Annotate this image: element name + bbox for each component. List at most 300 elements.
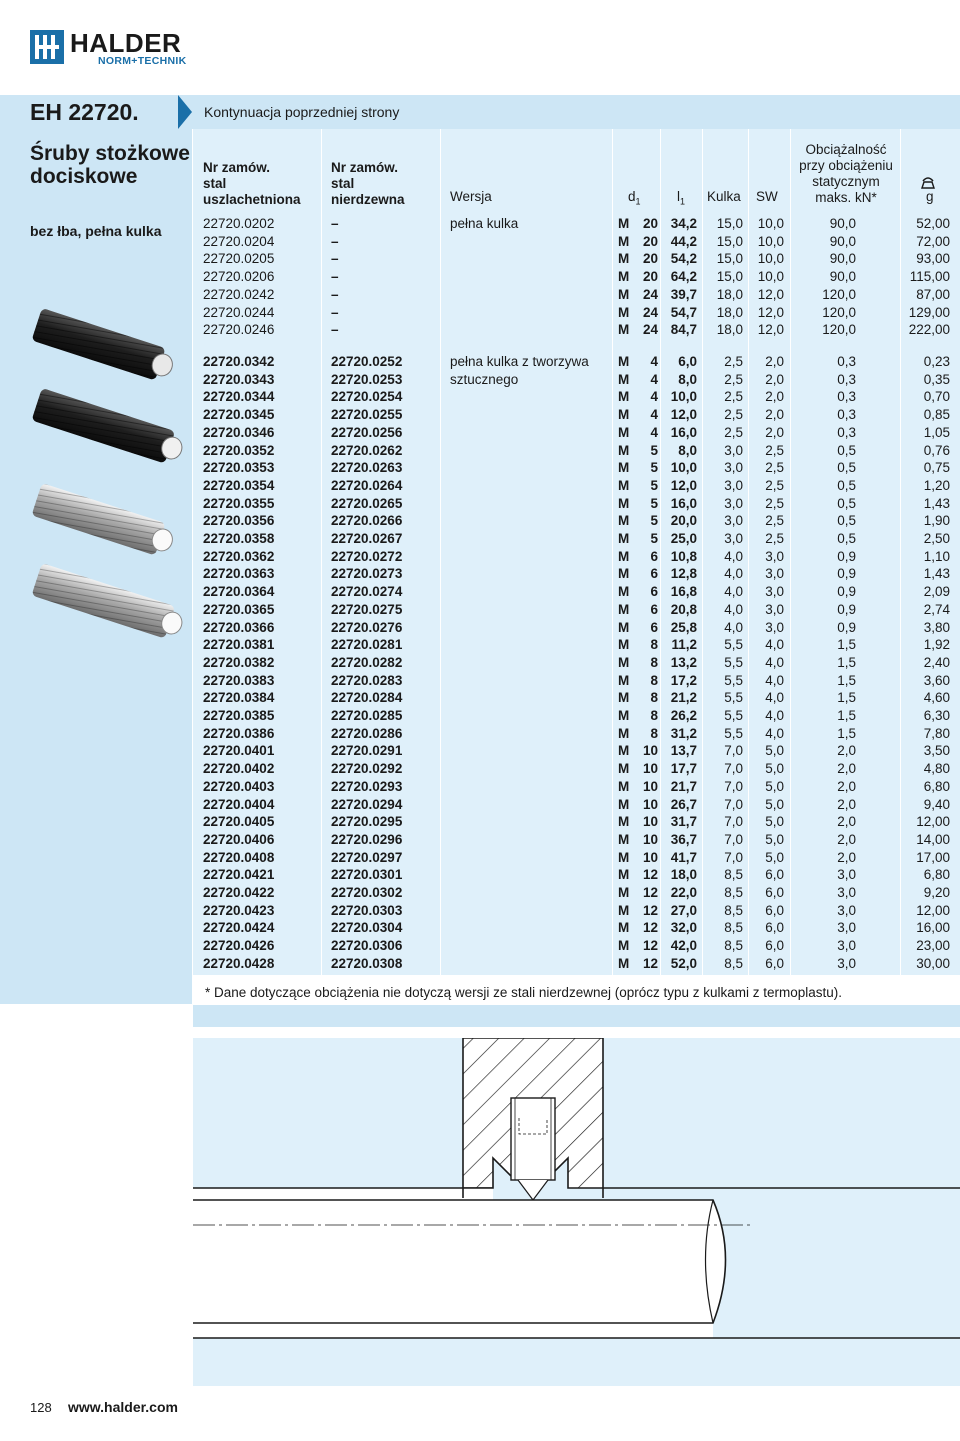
- load-cell: 0,3: [837, 354, 856, 369]
- load-cell: 90,0: [829, 233, 856, 249]
- thread-prefix: M: [618, 354, 630, 369]
- sw-cell: 4,0: [765, 637, 784, 653]
- thread-prefix: M: [618, 304, 630, 320]
- table-row: [193, 442, 960, 460]
- d1-cell: 10: [642, 778, 658, 794]
- order-number-stainless: 22720.0292: [331, 761, 403, 777]
- thread-prefix: M: [618, 725, 630, 741]
- d1-cell: 4: [650, 371, 658, 387]
- sw-cell: 6,0: [765, 955, 784, 971]
- sw-cell: 2,5: [765, 460, 784, 476]
- l1-cell: 11,2: [671, 637, 697, 653]
- order-number-hardened: 22720.0421: [203, 867, 275, 883]
- l1-cell: 54,7: [670, 304, 697, 320]
- sw-cell: 6,0: [765, 867, 784, 883]
- load-cell: 120,0: [822, 304, 856, 320]
- load-cell: 0,9: [837, 566, 856, 582]
- l1-cell: 22,0: [670, 885, 697, 900]
- table-row: [193, 636, 960, 654]
- order-number-stainless: 22720.0291: [331, 743, 403, 759]
- d1-cell: 20: [642, 233, 658, 249]
- load-cell: 0,5: [837, 477, 856, 493]
- order-number-hardened: 22720.0424: [203, 920, 275, 936]
- weight-cell: 1,05: [923, 424, 950, 440]
- order-number-stainless: 22720.0303: [331, 902, 403, 918]
- ball-cell: 5,5: [724, 637, 743, 653]
- ball-cell: 7,0: [724, 743, 743, 759]
- thread-prefix: M: [618, 322, 630, 338]
- order-number-hardened: 22720.0206: [203, 269, 275, 285]
- order-number-hardened: 22720.0381: [203, 637, 275, 653]
- weight-cell: 2,40: [923, 654, 950, 670]
- load-cell: 90,0: [829, 251, 856, 267]
- d1-cell: 4: [650, 407, 658, 423]
- website-link[interactable]: www.halder.com: [68, 1399, 178, 1415]
- weight-cell: 30,00: [916, 955, 950, 971]
- ball-cell: 2,5: [724, 371, 743, 387]
- thread-prefix: M: [618, 389, 630, 405]
- order-number-stainless: 22720.0262: [331, 442, 403, 458]
- ball-cell: 3,0: [724, 477, 743, 493]
- weight-cell: 16,00: [916, 920, 950, 936]
- ball-cell: 8,5: [724, 867, 743, 883]
- l1-cell: 13,7: [670, 743, 697, 759]
- d1-cell: 4: [650, 389, 658, 405]
- d1-cell: 20: [642, 269, 658, 285]
- order-number-hardened: 22720.0405: [203, 814, 275, 830]
- order-number-hardened: 22720.0403: [203, 778, 275, 794]
- d1-cell: 12: [642, 938, 658, 954]
- weight-cell: 0,35: [923, 371, 950, 387]
- d1-cell: 8: [650, 690, 658, 706]
- table-row: [193, 530, 960, 548]
- table-row: [193, 919, 960, 937]
- sw-cell: 2,5: [765, 531, 784, 546]
- load-cell: 0,5: [837, 460, 856, 476]
- weight-cell: 3,50: [923, 743, 950, 759]
- sw-cell: 4,0: [765, 654, 784, 670]
- weight-cell: 3,60: [923, 672, 950, 688]
- weight-cell: 3,80: [923, 619, 950, 635]
- order-number-hardened: 22720.0428: [203, 955, 275, 971]
- weight-cell: 0,23: [923, 354, 950, 369]
- order-number-stainless: 22720.0276: [331, 619, 403, 635]
- l1-cell: 18,0: [670, 867, 697, 883]
- weight-cell: 4,60: [923, 690, 950, 706]
- weight-cell: 2,50: [923, 531, 950, 546]
- weight-cell: 1,10: [923, 548, 950, 564]
- weight-cell: 93,00: [916, 251, 950, 267]
- thread-prefix: M: [618, 708, 630, 723]
- order-number-hardened: 22720.0406: [203, 831, 275, 847]
- sw-cell: 12,0: [757, 304, 784, 320]
- d1-cell: 6: [650, 619, 658, 635]
- weight-cell: 1,43: [923, 495, 950, 511]
- thread-prefix: M: [618, 920, 630, 936]
- load-cell: 2,0: [837, 743, 856, 759]
- order-number-stainless: 22720.0296: [331, 831, 403, 847]
- l1-cell: 25,0: [670, 531, 697, 546]
- d1-cell: 5: [650, 460, 658, 476]
- thread-prefix: M: [618, 849, 630, 865]
- load-cell: 3,0: [837, 885, 856, 900]
- weight-cell: 72,00: [916, 233, 950, 249]
- product-photo: [28, 288, 188, 668]
- order-number-stainless: 22720.0252: [331, 354, 403, 369]
- thread-prefix: M: [618, 442, 630, 458]
- page-number: 128: [30, 1400, 52, 1415]
- ball-cell: 18,0: [716, 322, 743, 338]
- order-number-hardened: 22720.0363: [203, 566, 275, 582]
- order-number-hardened: 22720.0382: [203, 654, 275, 670]
- load-cell: 3,0: [837, 920, 856, 936]
- order-number-hardened: 22720.0364: [203, 584, 275, 600]
- thread-prefix: M: [618, 233, 630, 249]
- thread-prefix: M: [618, 867, 630, 883]
- order-number-stainless: 22720.0308: [331, 955, 403, 971]
- weight-cell: 23,00: [916, 938, 950, 954]
- order-number-hardened: 22720.0355: [203, 495, 275, 511]
- ball-cell: 5,5: [724, 672, 743, 688]
- weight-cell: 1,20: [923, 477, 950, 493]
- sw-cell: 4,0: [765, 672, 784, 688]
- order-number-hardened: 22720.0386: [203, 725, 275, 741]
- load-cell: 0,5: [837, 495, 856, 511]
- load-cell: 1,5: [837, 725, 856, 741]
- sw-cell: 6,0: [765, 902, 784, 918]
- l1-cell: 17,2: [670, 672, 697, 688]
- order-number-hardened: 22720.0242: [203, 286, 275, 302]
- d1-cell: 4: [650, 354, 658, 369]
- weight-cell: 7,80: [923, 725, 950, 741]
- arrow-right-icon: [178, 95, 192, 129]
- ball-cell: 7,0: [724, 761, 743, 777]
- weight-cell: 87,00: [916, 286, 950, 302]
- load-cell: 0,9: [837, 601, 856, 617]
- table-row: [193, 884, 960, 902]
- order-number-stainless: 22720.0294: [331, 796, 403, 812]
- sw-cell: 2,0: [765, 424, 784, 440]
- sw-cell: 4,0: [765, 690, 784, 706]
- d1-cell: 20: [642, 251, 658, 267]
- sw-cell: 12,0: [757, 286, 784, 302]
- thread-prefix: M: [618, 637, 630, 653]
- ball-cell: 15,0: [716, 251, 743, 267]
- l1-cell: 44,2: [670, 233, 697, 249]
- weight-cell: 12,00: [916, 814, 950, 830]
- table-row: [193, 477, 960, 495]
- order-number-hardened: 22720.0202: [203, 216, 275, 231]
- footnote-band: [193, 1005, 960, 1027]
- sw-cell: 2,0: [765, 389, 784, 405]
- table-row: [193, 371, 960, 389]
- table-row: [193, 512, 960, 530]
- header-band: [0, 95, 960, 129]
- order-number-hardened: 22720.0354: [203, 477, 275, 493]
- load-cell: 3,0: [837, 867, 856, 883]
- l1-cell: 36,7: [670, 831, 697, 847]
- table-row: [193, 215, 960, 233]
- order-number-hardened: 22720.0345: [203, 407, 275, 423]
- sw-cell: 2,5: [765, 477, 784, 493]
- load-cell: 2,0: [837, 814, 856, 830]
- thread-prefix: M: [618, 672, 630, 688]
- weight-cell: 12,00: [916, 902, 950, 918]
- halder-logo: [30, 30, 190, 66]
- sw-cell: 5,0: [765, 778, 784, 794]
- table-row: [193, 672, 960, 690]
- load-cell: 0,9: [837, 548, 856, 564]
- weight-cell: 0,85: [923, 407, 950, 423]
- l1-cell: 31,7: [670, 814, 697, 830]
- order-number-stainless: –: [331, 251, 339, 267]
- sw-cell: 2,5: [765, 513, 784, 529]
- order-number-hardened: 22720.0362: [203, 548, 275, 564]
- table-row: [193, 796, 960, 814]
- document-code: EH 22720.: [30, 99, 139, 125]
- sw-cell: 3,0: [765, 566, 784, 582]
- sw-cell: 6,0: [765, 885, 784, 900]
- d1-cell: 20: [642, 216, 658, 231]
- sw-cell: 3,0: [765, 601, 784, 617]
- table-row: [193, 495, 960, 513]
- footnote: * Dane dotyczące obciążenia nie dotyczą wersji ze stali nierdzewnej (oprócz typu z kulkami z termoplastu).: [205, 985, 843, 1000]
- ball-cell: 3,0: [724, 442, 743, 458]
- table-row: [193, 955, 960, 973]
- table-row: [193, 849, 960, 867]
- halder-logo-icon: [30, 30, 64, 64]
- thread-prefix: M: [618, 513, 630, 529]
- ball-cell: 3,0: [724, 495, 743, 511]
- table-row: [193, 601, 960, 619]
- thread-prefix: M: [618, 619, 630, 635]
- thread-prefix: M: [618, 654, 630, 670]
- sw-cell: 2,0: [765, 354, 784, 369]
- load-cell: 90,0: [829, 216, 856, 231]
- weight-cell: 9,40: [923, 796, 950, 812]
- order-number-stainless: 22720.0301: [331, 867, 403, 883]
- thread-prefix: M: [618, 460, 630, 476]
- thread-prefix: M: [618, 251, 630, 267]
- d1-cell: 5: [650, 531, 658, 546]
- d1-cell: 8: [650, 672, 658, 688]
- order-number-stainless: –: [331, 304, 339, 320]
- weight-cell: 1,92: [923, 637, 950, 653]
- thread-prefix: M: [618, 902, 630, 918]
- table-row: [193, 304, 960, 322]
- order-number-stainless: 22720.0283: [331, 672, 403, 688]
- weight-cell: 0,76: [923, 442, 950, 458]
- load-cell: 2,0: [837, 831, 856, 847]
- d1-cell: 8: [650, 708, 658, 723]
- load-cell: 1,5: [837, 637, 856, 653]
- l1-cell: 26,7: [670, 796, 697, 812]
- d1-cell: 12: [642, 955, 658, 971]
- d1-cell: 4: [650, 424, 658, 440]
- l1-cell: 34,2: [670, 216, 697, 231]
- order-number-stainless: 22720.0281: [331, 637, 403, 653]
- thread-prefix: M: [618, 566, 630, 582]
- l1-cell: 12,0: [670, 477, 697, 493]
- thread-prefix: M: [618, 743, 630, 759]
- order-number-hardened: 22720.0205: [203, 251, 275, 267]
- ball-cell: 8,5: [724, 885, 743, 900]
- product-subtitle: bez łba, pełna kulka: [30, 223, 162, 239]
- load-cell: 3,0: [837, 938, 856, 954]
- ball-cell: 15,0: [716, 233, 743, 249]
- order-number-hardened: 22720.0401: [203, 743, 275, 759]
- load-cell: 0,3: [837, 424, 856, 440]
- order-number-stainless: –: [331, 286, 339, 302]
- l1-cell: 12,0: [670, 407, 697, 423]
- sw-cell: 10,0: [757, 251, 784, 267]
- d1-cell: 5: [650, 513, 658, 529]
- ball-cell: 4,0: [724, 584, 743, 600]
- weight-cell: 2,09: [923, 584, 950, 600]
- order-number-hardened: 22720.0344: [203, 389, 275, 405]
- version-cell: sztucznego: [450, 371, 519, 387]
- load-cell: 2,0: [837, 778, 856, 794]
- d1-cell: 8: [650, 637, 658, 653]
- weight-cell: 1,43: [923, 566, 950, 582]
- order-number-stainless: 22720.0297: [331, 849, 403, 865]
- table-row: [193, 902, 960, 920]
- sw-cell: 5,0: [765, 743, 784, 759]
- order-number-stainless: 22720.0284: [331, 690, 403, 706]
- order-number-stainless: 22720.0274: [331, 584, 403, 600]
- ball-cell: 8,5: [724, 902, 743, 918]
- l1-cell: 54,2: [670, 251, 697, 267]
- ball-cell: 7,0: [724, 814, 743, 830]
- table-row: [193, 548, 960, 566]
- sw-cell: 3,0: [765, 619, 784, 635]
- l1-cell: 31,2: [670, 725, 697, 741]
- order-number-stainless: 22720.0254: [331, 389, 403, 405]
- l1-cell: 42,0: [670, 938, 697, 954]
- table-row: [193, 250, 960, 268]
- d1-cell: 8: [650, 654, 658, 670]
- l1-cell: 16,8: [670, 584, 697, 600]
- l1-cell: 21,2: [670, 690, 697, 706]
- order-number-hardened: 22720.0422: [203, 885, 275, 900]
- sw-cell: 3,0: [765, 548, 784, 564]
- table-row: [193, 654, 960, 672]
- weight-cell: 52,00: [916, 216, 950, 231]
- order-number-stainless: 22720.0285: [331, 708, 403, 723]
- weight-cell: 4,80: [923, 761, 950, 777]
- thread-prefix: M: [618, 371, 630, 387]
- l1-cell: 64,2: [670, 269, 697, 285]
- load-cell: 1,5: [837, 708, 856, 723]
- table-row: [193, 937, 960, 955]
- header-version: Wersja: [450, 189, 492, 204]
- table-row: [193, 583, 960, 601]
- thread-prefix: M: [618, 814, 630, 830]
- order-number-hardened: 22720.0402: [203, 761, 275, 777]
- sw-cell: 4,0: [765, 708, 784, 723]
- order-number-hardened: 22720.0246: [203, 322, 275, 338]
- d1-cell: 12: [642, 885, 658, 900]
- l1-cell: 10,0: [670, 389, 697, 405]
- ball-cell: 7,0: [724, 849, 743, 865]
- ball-cell: 7,0: [724, 831, 743, 847]
- weight-cell: 115,00: [909, 269, 950, 285]
- d1-cell: 10: [642, 814, 658, 830]
- order-number-hardened: 22720.0342: [203, 354, 275, 369]
- load-cell: 120,0: [822, 322, 856, 338]
- ball-cell: 15,0: [716, 216, 743, 231]
- ball-cell: 4,0: [724, 566, 743, 582]
- load-cell: 120,0: [822, 286, 856, 302]
- version-cell: pełna kulka: [450, 216, 519, 231]
- order-number-hardened: 22720.0384: [203, 690, 275, 706]
- order-number-hardened: 22720.0356: [203, 513, 275, 529]
- load-cell: 1,5: [837, 690, 856, 706]
- l1-cell: 17,7: [670, 761, 697, 777]
- l1-cell: 6,0: [678, 354, 697, 369]
- d1-cell: 8: [650, 725, 658, 741]
- sw-cell: 2,0: [765, 407, 784, 423]
- l1-cell: 27,0: [670, 902, 697, 918]
- d1-cell: 12: [642, 902, 658, 918]
- sw-cell: 12,0: [757, 322, 784, 338]
- order-number-stainless: 22720.0306: [331, 938, 403, 954]
- l1-cell: 26,2: [670, 708, 697, 723]
- table-row: [193, 268, 960, 286]
- thread-prefix: M: [618, 690, 630, 706]
- ball-cell: 7,0: [724, 796, 743, 812]
- order-number-stainless: 22720.0275: [331, 601, 403, 617]
- order-number-stainless: –: [331, 269, 339, 285]
- sw-cell: 2,5: [765, 495, 784, 511]
- table-row: [193, 388, 960, 406]
- thread-prefix: M: [618, 761, 630, 777]
- product-title: Śruby stożkowe dociskowe: [30, 142, 190, 188]
- l1-cell: 8,0: [678, 371, 697, 387]
- d1-cell: 24: [642, 304, 658, 320]
- load-cell: 1,5: [837, 654, 856, 670]
- d1-cell: 10: [642, 831, 658, 847]
- l1-cell: 41,7: [670, 849, 697, 865]
- ball-cell: 5,5: [724, 654, 743, 670]
- sw-cell: 5,0: [765, 849, 784, 865]
- d1-cell: 10: [642, 743, 658, 759]
- d1-cell: 24: [642, 286, 658, 302]
- weight-icon: [920, 177, 936, 189]
- d1-cell: 6: [650, 548, 658, 564]
- table-row: [193, 565, 960, 583]
- ball-cell: 18,0: [716, 286, 743, 302]
- order-number-stainless: 22720.0267: [331, 531, 403, 546]
- sw-cell: 10,0: [757, 216, 784, 231]
- ball-cell: 2,5: [724, 389, 743, 405]
- load-cell: 3,0: [837, 902, 856, 918]
- header-order-stainless: Nr zamów. stal nierdzewna: [331, 160, 405, 207]
- order-number-hardened: 22720.0352: [203, 442, 275, 458]
- order-number-hardened: 22720.0366: [203, 619, 275, 635]
- load-cell: 3,0: [837, 955, 856, 971]
- l1-cell: 20,8: [670, 601, 697, 617]
- table-row: [193, 689, 960, 707]
- d1-cell: 10: [642, 849, 658, 865]
- ball-cell: 5,5: [724, 725, 743, 741]
- sw-cell: 3,0: [765, 584, 784, 600]
- weight-cell: 17,00: [916, 849, 950, 865]
- table-row: [193, 778, 960, 796]
- thread-prefix: M: [618, 407, 630, 423]
- order-number-stainless: –: [331, 233, 339, 249]
- load-cell: 0,9: [837, 584, 856, 600]
